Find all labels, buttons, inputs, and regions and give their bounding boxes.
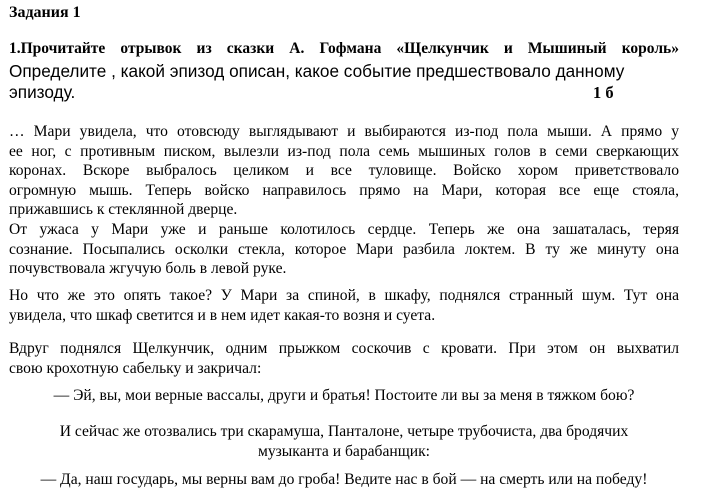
passage-dialogue-2: [9, 470, 679, 490]
passage-paragraph-1: [9, 122, 679, 220]
passage-line: почувствовала жгучую боль в левой руке.: [9, 260, 287, 278]
passage-dialogue-1: [9, 386, 679, 406]
passage-line: сознание. Посыпались осколки стекла, которое Мари разбила локтем. В ту же минуту она: [9, 240, 679, 258]
passage-line: музыканта и барабанщик:: [257, 442, 430, 460]
passage-line: От ужаса у Мари уже и раньше колотилось сердце. Теперь же она зашаталась, теряя: [9, 221, 679, 238]
section-heading: Задания 1: [9, 4, 81, 21]
passage-line: увидела, что шкаф светится и в нем идет какая-то возня и суета.: [9, 306, 436, 324]
instruction-line-1: Определите , какой эпизод описан, какое событие предшествовало данному: [9, 61, 625, 81]
instruction-line-2: [9, 82, 681, 103]
passage-line: огромную мышь. Теперь войско направилось прямо на Мари, которая все еще стояла,: [9, 181, 679, 199]
passage-line: коронах. Вскоре выбралось целиком и все туловище. Войско хором приветствовало: [9, 162, 679, 180]
task-title: 1.Прочитайте отрывок из сказки А. Гофмана «Щелкунчик и Мышиный король»: [9, 40, 679, 57]
passage-line: ее ног, с противным писком, вылезли из-под пола семь мышиных голов в семи сверкающих: [9, 142, 679, 160]
passage-line: — Да, наш государь, мы верны вам до гроба! Ведите нас в бой — на смерть или на победу!: [40, 471, 648, 488]
passage-line: — Эй, вы, мои верные вассалы, други и братья! Постоите ли вы за меня в тяжком бою?: [53, 387, 635, 404]
instruction-line-2-text: эпизоду.: [9, 82, 76, 102]
passage-line: прижавшись к стеклянной дверце.: [9, 201, 238, 219]
points-badge: 1 б: [593, 83, 614, 102]
passage-line: И сейчас же отозвались три скарамуша, Панталоне, четыре трубочиста, два бродячих: [59, 423, 629, 440]
passage-line: свою крохотную сабельку и закричал:: [9, 359, 262, 377]
passage-paragraph-4: [9, 339, 679, 378]
task-instruction: [9, 61, 681, 103]
passage-line: Вдруг поднялся Щелкунчик, одним прыжком соскочив с кровати. При этом он выхватил: [9, 340, 679, 357]
passage-line: … Мари увидела, что отовсюду выглядывают и выбираются из-под пола мыши. А прямо у: [9, 123, 679, 140]
passage-line: Но что же это опять такое? У Мари за спиной, в шкафу, поднялся странный шум. Тут она: [9, 287, 679, 304]
passage-paragraph-2: [9, 220, 679, 279]
passage-paragraph-6: [9, 422, 679, 461]
passage-paragraph-3: [9, 286, 679, 325]
